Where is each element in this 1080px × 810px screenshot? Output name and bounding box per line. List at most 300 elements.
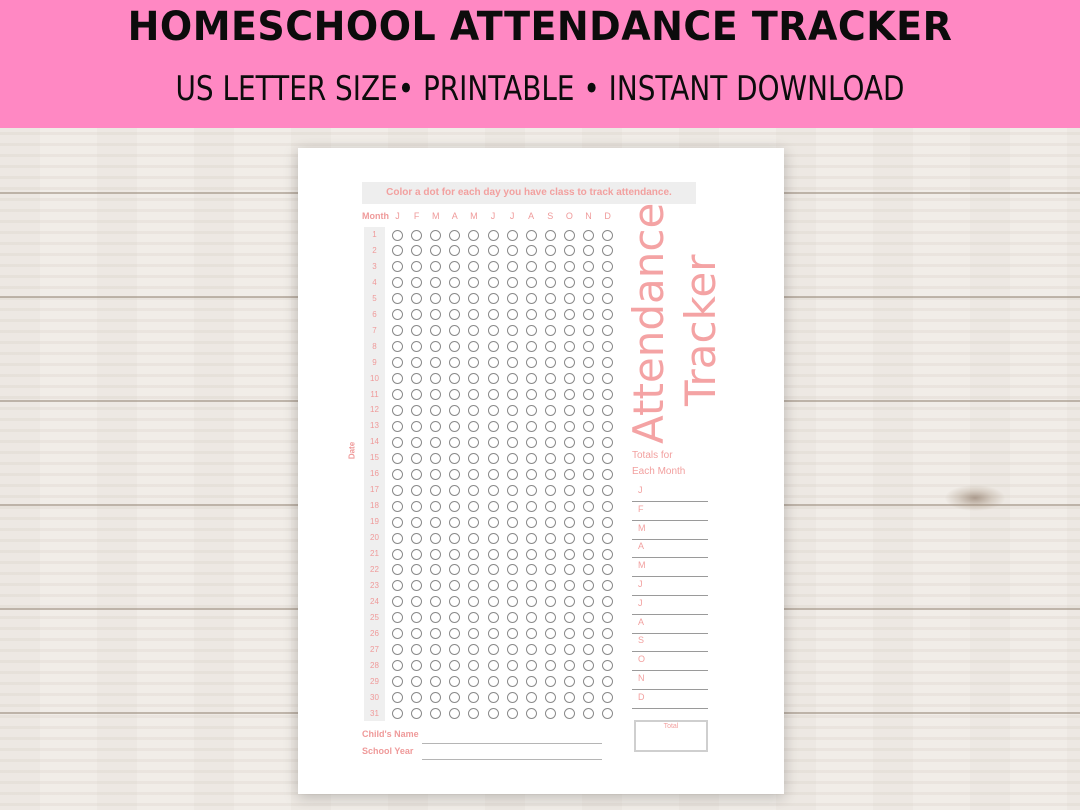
attendance-dot[interactable]: [526, 293, 537, 304]
attendance-dot[interactable]: [564, 245, 575, 256]
attendance-dot[interactable]: [468, 549, 479, 560]
attendance-dot[interactable]: [583, 501, 594, 512]
attendance-dot[interactable]: [583, 357, 594, 368]
attendance-dot[interactable]: [488, 517, 499, 528]
attendance-dot[interactable]: [468, 533, 479, 544]
attendance-dot[interactable]: [392, 692, 403, 703]
attendance-dot[interactable]: [488, 564, 499, 575]
attendance-dot[interactable]: [507, 708, 518, 719]
attendance-dot[interactable]: [526, 485, 537, 496]
attendance-dot[interactable]: [449, 293, 460, 304]
attendance-dot[interactable]: [545, 261, 556, 272]
attendance-dot[interactable]: [545, 517, 556, 528]
attendance-dot[interactable]: [468, 469, 479, 480]
attendance-dot[interactable]: [564, 373, 575, 384]
attendance-dot[interactable]: [526, 389, 537, 400]
attendance-dot[interactable]: [488, 437, 499, 448]
attendance-dot[interactable]: [545, 293, 556, 304]
attendance-dot[interactable]: [449, 628, 460, 639]
attendance-dot[interactable]: [488, 692, 499, 703]
attendance-dot[interactable]: [583, 533, 594, 544]
attendance-dot[interactable]: [449, 708, 460, 719]
attendance-dot[interactable]: [583, 373, 594, 384]
attendance-dot[interactable]: [583, 325, 594, 336]
attendance-dot[interactable]: [564, 564, 575, 575]
attendance-dot[interactable]: [583, 453, 594, 464]
attendance-dot[interactable]: [545, 373, 556, 384]
attendance-dot[interactable]: [526, 660, 537, 671]
attendance-dot[interactable]: [602, 453, 613, 464]
attendance-dot[interactable]: [392, 612, 403, 623]
attendance-dot[interactable]: [507, 309, 518, 320]
attendance-dot[interactable]: [507, 230, 518, 241]
attendance-dot[interactable]: [602, 325, 613, 336]
attendance-dot[interactable]: [526, 230, 537, 241]
attendance-dot[interactable]: [602, 517, 613, 528]
attendance-dot[interactable]: [526, 341, 537, 352]
attendance-dot[interactable]: [488, 453, 499, 464]
attendance-dot[interactable]: [583, 596, 594, 607]
attendance-dot[interactable]: [602, 676, 613, 687]
attendance-dot[interactable]: [449, 612, 460, 623]
attendance-dot[interactable]: [602, 692, 613, 703]
attendance-dot[interactable]: [468, 660, 479, 671]
attendance-dot[interactable]: [430, 293, 441, 304]
attendance-dot[interactable]: [507, 533, 518, 544]
attendance-dot[interactable]: [602, 437, 613, 448]
attendance-dot[interactable]: [507, 405, 518, 416]
attendance-dot[interactable]: [488, 245, 499, 256]
attendance-dot[interactable]: [411, 325, 422, 336]
attendance-dot[interactable]: [488, 533, 499, 544]
attendance-dot[interactable]: [392, 277, 403, 288]
attendance-dot[interactable]: [411, 644, 422, 655]
attendance-dot[interactable]: [507, 580, 518, 591]
attendance-dot[interactable]: [488, 405, 499, 416]
attendance-dot[interactable]: [545, 341, 556, 352]
attendance-dot[interactable]: [602, 501, 613, 512]
attendance-dot[interactable]: [545, 660, 556, 671]
attendance-dot[interactable]: [468, 373, 479, 384]
attendance-dot[interactable]: [449, 660, 460, 671]
attendance-dot[interactable]: [602, 277, 613, 288]
attendance-dot[interactable]: [507, 261, 518, 272]
attendance-dot[interactable]: [392, 517, 403, 528]
attendance-dot[interactable]: [583, 485, 594, 496]
attendance-dot[interactable]: [583, 580, 594, 591]
attendance-dot[interactable]: [602, 341, 613, 352]
attendance-dot[interactable]: [507, 357, 518, 368]
attendance-dot[interactable]: [468, 325, 479, 336]
attendance-dot[interactable]: [564, 453, 575, 464]
attendance-dot[interactable]: [392, 485, 403, 496]
attendance-dot[interactable]: [507, 293, 518, 304]
attendance-dot[interactable]: [430, 580, 441, 591]
attendance-dot[interactable]: [564, 261, 575, 272]
attendance-dot[interactable]: [468, 708, 479, 719]
attendance-dot[interactable]: [392, 261, 403, 272]
attendance-dot[interactable]: [430, 261, 441, 272]
attendance-dot[interactable]: [583, 309, 594, 320]
attendance-dot[interactable]: [468, 692, 479, 703]
attendance-dot[interactable]: [430, 692, 441, 703]
attendance-dot[interactable]: [507, 373, 518, 384]
attendance-dot[interactable]: [468, 596, 479, 607]
attendance-dot[interactable]: [583, 628, 594, 639]
attendance-dot[interactable]: [526, 692, 537, 703]
attendance-dot[interactable]: [545, 692, 556, 703]
attendance-dot[interactable]: [411, 405, 422, 416]
attendance-dot[interactable]: [602, 405, 613, 416]
attendance-dot[interactable]: [449, 421, 460, 432]
attendance-dot[interactable]: [583, 277, 594, 288]
attendance-dot[interactable]: [411, 708, 422, 719]
attendance-dot[interactable]: [488, 389, 499, 400]
attendance-dot[interactable]: [488, 277, 499, 288]
attendance-dot[interactable]: [411, 293, 422, 304]
attendance-dot[interactable]: [507, 564, 518, 575]
attendance-dot[interactable]: [602, 612, 613, 623]
attendance-dot[interactable]: [507, 501, 518, 512]
attendance-dot[interactable]: [545, 325, 556, 336]
attendance-dot[interactable]: [449, 437, 460, 448]
attendance-dot[interactable]: [449, 692, 460, 703]
attendance-dot[interactable]: [507, 549, 518, 560]
attendance-dot[interactable]: [430, 437, 441, 448]
attendance-dot[interactable]: [583, 230, 594, 241]
attendance-dot[interactable]: [507, 676, 518, 687]
attendance-dot[interactable]: [430, 357, 441, 368]
attendance-dot[interactable]: [564, 660, 575, 671]
attendance-dot[interactable]: [449, 373, 460, 384]
attendance-dot[interactable]: [468, 676, 479, 687]
attendance-dot[interactable]: [583, 612, 594, 623]
attendance-dot[interactable]: [526, 533, 537, 544]
attendance-dot[interactable]: [526, 708, 537, 719]
attendance-dot[interactable]: [449, 676, 460, 687]
attendance-dot[interactable]: [488, 660, 499, 671]
attendance-dot[interactable]: [583, 245, 594, 256]
attendance-dot[interactable]: [507, 596, 518, 607]
attendance-dot[interactable]: [583, 644, 594, 655]
attendance-dot[interactable]: [564, 596, 575, 607]
attendance-dot[interactable]: [564, 692, 575, 703]
attendance-dot[interactable]: [564, 644, 575, 655]
attendance-dot[interactable]: [564, 309, 575, 320]
attendance-dot[interactable]: [488, 676, 499, 687]
attendance-dot[interactable]: [411, 453, 422, 464]
attendance-dot[interactable]: [564, 230, 575, 241]
attendance-dot[interactable]: [488, 341, 499, 352]
attendance-dot[interactable]: [526, 612, 537, 623]
attendance-dot[interactable]: [411, 501, 422, 512]
attendance-dot[interactable]: [545, 469, 556, 480]
attendance-dot[interactable]: [411, 612, 422, 623]
attendance-dot[interactable]: [545, 405, 556, 416]
attendance-dot[interactable]: [488, 325, 499, 336]
attendance-dot[interactable]: [545, 357, 556, 368]
attendance-dot[interactable]: [430, 708, 441, 719]
attendance-dot[interactable]: [526, 469, 537, 480]
attendance-dot[interactable]: [449, 245, 460, 256]
attendance-dot[interactable]: [545, 612, 556, 623]
attendance-dot[interactable]: [392, 421, 403, 432]
attendance-dot[interactable]: [430, 453, 441, 464]
attendance-dot[interactable]: [583, 261, 594, 272]
attendance-dot[interactable]: [526, 580, 537, 591]
attendance-dot[interactable]: [392, 437, 403, 448]
attendance-dot[interactable]: [449, 533, 460, 544]
attendance-dot[interactable]: [507, 277, 518, 288]
attendance-dot[interactable]: [507, 453, 518, 464]
attendance-dot[interactable]: [449, 517, 460, 528]
attendance-dot[interactable]: [411, 692, 422, 703]
attendance-dot[interactable]: [411, 676, 422, 687]
attendance-dot[interactable]: [468, 389, 479, 400]
attendance-dot[interactable]: [411, 357, 422, 368]
attendance-dot[interactable]: [583, 405, 594, 416]
attendance-dot[interactable]: [468, 230, 479, 241]
attendance-dot[interactable]: [602, 309, 613, 320]
attendance-dot[interactable]: [392, 309, 403, 320]
attendance-dot[interactable]: [488, 596, 499, 607]
attendance-dot[interactable]: [411, 277, 422, 288]
attendance-dot[interactable]: [545, 533, 556, 544]
attendance-dot[interactable]: [488, 580, 499, 591]
attendance-dot[interactable]: [602, 628, 613, 639]
attendance-dot[interactable]: [449, 309, 460, 320]
attendance-dot[interactable]: [602, 644, 613, 655]
attendance-dot[interactable]: [507, 421, 518, 432]
attendance-dot[interactable]: [430, 676, 441, 687]
attendance-dot[interactable]: [392, 596, 403, 607]
attendance-dot[interactable]: [507, 325, 518, 336]
attendance-dot[interactable]: [468, 485, 479, 496]
attendance-dot[interactable]: [545, 596, 556, 607]
attendance-dot[interactable]: [449, 261, 460, 272]
attendance-dot[interactable]: [392, 564, 403, 575]
attendance-dot[interactable]: [449, 485, 460, 496]
attendance-dot[interactable]: [564, 293, 575, 304]
attendance-dot[interactable]: [449, 325, 460, 336]
attendance-dot[interactable]: [468, 644, 479, 655]
attendance-dot[interactable]: [449, 453, 460, 464]
attendance-dot[interactable]: [545, 453, 556, 464]
attendance-dot[interactable]: [564, 277, 575, 288]
attendance-dot[interactable]: [411, 533, 422, 544]
attendance-dot[interactable]: [545, 309, 556, 320]
attendance-dot[interactable]: [392, 660, 403, 671]
attendance-dot[interactable]: [526, 245, 537, 256]
attendance-dot[interactable]: [488, 230, 499, 241]
attendance-dot[interactable]: [526, 644, 537, 655]
attendance-dot[interactable]: [449, 501, 460, 512]
attendance-dot[interactable]: [449, 389, 460, 400]
attendance-dot[interactable]: [526, 357, 537, 368]
attendance-dot[interactable]: [526, 676, 537, 687]
attendance-dot[interactable]: [411, 485, 422, 496]
attendance-dot[interactable]: [545, 580, 556, 591]
attendance-dot[interactable]: [449, 357, 460, 368]
attendance-dot[interactable]: [411, 628, 422, 639]
attendance-dot[interactable]: [392, 245, 403, 256]
attendance-dot[interactable]: [411, 660, 422, 671]
attendance-dot[interactable]: [583, 549, 594, 560]
attendance-dot[interactable]: [564, 485, 575, 496]
attendance-dot[interactable]: [411, 309, 422, 320]
attendance-dot[interactable]: [545, 277, 556, 288]
attendance-dot[interactable]: [430, 421, 441, 432]
attendance-dot[interactable]: [526, 373, 537, 384]
attendance-dot[interactable]: [411, 549, 422, 560]
attendance-dot[interactable]: [602, 230, 613, 241]
attendance-dot[interactable]: [583, 517, 594, 528]
attendance-dot[interactable]: [392, 341, 403, 352]
attendance-dot[interactable]: [564, 580, 575, 591]
attendance-dot[interactable]: [430, 564, 441, 575]
attendance-dot[interactable]: [430, 389, 441, 400]
attendance-dot[interactable]: [564, 517, 575, 528]
attendance-dot[interactable]: [430, 612, 441, 623]
attendance-dot[interactable]: [468, 437, 479, 448]
attendance-dot[interactable]: [430, 628, 441, 639]
attendance-dot[interactable]: [488, 644, 499, 655]
attendance-dot[interactable]: [392, 676, 403, 687]
attendance-dot[interactable]: [430, 309, 441, 320]
attendance-dot[interactable]: [392, 533, 403, 544]
attendance-dot[interactable]: [468, 357, 479, 368]
attendance-dot[interactable]: [583, 341, 594, 352]
attendance-dot[interactable]: [411, 564, 422, 575]
attendance-dot[interactable]: [430, 517, 441, 528]
attendance-dot[interactable]: [583, 389, 594, 400]
attendance-dot[interactable]: [468, 277, 479, 288]
attendance-dot[interactable]: [488, 501, 499, 512]
attendance-dot[interactable]: [526, 564, 537, 575]
attendance-dot[interactable]: [392, 644, 403, 655]
attendance-dot[interactable]: [392, 293, 403, 304]
attendance-dot[interactable]: [526, 549, 537, 560]
attendance-dot[interactable]: [526, 628, 537, 639]
attendance-dot[interactable]: [564, 389, 575, 400]
attendance-dot[interactable]: [583, 469, 594, 480]
attendance-dot[interactable]: [468, 628, 479, 639]
attendance-dot[interactable]: [488, 373, 499, 384]
attendance-dot[interactable]: [602, 373, 613, 384]
attendance-dot[interactable]: [507, 628, 518, 639]
attendance-dot[interactable]: [411, 245, 422, 256]
attendance-dot[interactable]: [545, 485, 556, 496]
attendance-dot[interactable]: [507, 341, 518, 352]
attendance-dot[interactable]: [430, 660, 441, 671]
attendance-dot[interactable]: [488, 708, 499, 719]
attendance-dot[interactable]: [526, 261, 537, 272]
attendance-dot[interactable]: [602, 580, 613, 591]
attendance-dot[interactable]: [468, 517, 479, 528]
attendance-dot[interactable]: [430, 405, 441, 416]
attendance-dot[interactable]: [430, 341, 441, 352]
attendance-dot[interactable]: [602, 469, 613, 480]
attendance-dot[interactable]: [411, 389, 422, 400]
attendance-dot[interactable]: [468, 580, 479, 591]
attendance-dot[interactable]: [583, 676, 594, 687]
attendance-dot[interactable]: [392, 549, 403, 560]
attendance-dot[interactable]: [545, 644, 556, 655]
attendance-dot[interactable]: [430, 533, 441, 544]
attendance-dot[interactable]: [449, 596, 460, 607]
attendance-dot[interactable]: [430, 501, 441, 512]
attendance-dot[interactable]: [507, 692, 518, 703]
attendance-dot[interactable]: [468, 405, 479, 416]
attendance-dot[interactable]: [449, 549, 460, 560]
attendance-dot[interactable]: [449, 277, 460, 288]
attendance-dot[interactable]: [411, 469, 422, 480]
attendance-dot[interactable]: [602, 293, 613, 304]
attendance-dot[interactable]: [392, 373, 403, 384]
attendance-dot[interactable]: [488, 549, 499, 560]
attendance-dot[interactable]: [411, 230, 422, 241]
attendance-dot[interactable]: [488, 309, 499, 320]
attendance-dot[interactable]: [526, 453, 537, 464]
attendance-dot[interactable]: [468, 293, 479, 304]
attendance-dot[interactable]: [468, 309, 479, 320]
attendance-dot[interactable]: [564, 708, 575, 719]
attendance-dot[interactable]: [526, 277, 537, 288]
attendance-dot[interactable]: [488, 612, 499, 623]
attendance-dot[interactable]: [564, 612, 575, 623]
attendance-dot[interactable]: [526, 309, 537, 320]
attendance-dot[interactable]: [468, 341, 479, 352]
attendance-dot[interactable]: [392, 501, 403, 512]
attendance-dot[interactable]: [468, 564, 479, 575]
attendance-dot[interactable]: [449, 341, 460, 352]
attendance-dot[interactable]: [430, 596, 441, 607]
attendance-dot[interactable]: [411, 580, 422, 591]
attendance-dot[interactable]: [526, 596, 537, 607]
attendance-dot[interactable]: [545, 564, 556, 575]
attendance-dot[interactable]: [545, 549, 556, 560]
attendance-dot[interactable]: [430, 549, 441, 560]
attendance-dot[interactable]: [468, 453, 479, 464]
attendance-dot[interactable]: [602, 533, 613, 544]
attendance-dot[interactable]: [392, 230, 403, 241]
attendance-dot[interactable]: [507, 437, 518, 448]
attendance-dot[interactable]: [449, 644, 460, 655]
attendance-dot[interactable]: [488, 628, 499, 639]
attendance-dot[interactable]: [526, 421, 537, 432]
attendance-dot[interactable]: [449, 469, 460, 480]
attendance-dot[interactable]: [468, 612, 479, 623]
attendance-dot[interactable]: [449, 230, 460, 241]
attendance-dot[interactable]: [411, 517, 422, 528]
attendance-dot[interactable]: [392, 389, 403, 400]
attendance-dot[interactable]: [507, 644, 518, 655]
attendance-dot[interactable]: [411, 596, 422, 607]
attendance-dot[interactable]: [583, 421, 594, 432]
attendance-dot[interactable]: [564, 437, 575, 448]
attendance-dot[interactable]: [583, 660, 594, 671]
attendance-dot[interactable]: [602, 549, 613, 560]
attendance-dot[interactable]: [430, 325, 441, 336]
attendance-dot[interactable]: [411, 421, 422, 432]
attendance-dot[interactable]: [564, 325, 575, 336]
attendance-dot[interactable]: [602, 564, 613, 575]
attendance-dot[interactable]: [507, 389, 518, 400]
attendance-dot[interactable]: [411, 261, 422, 272]
attendance-dot[interactable]: [507, 469, 518, 480]
attendance-dot[interactable]: [602, 660, 613, 671]
attendance-dot[interactable]: [430, 644, 441, 655]
